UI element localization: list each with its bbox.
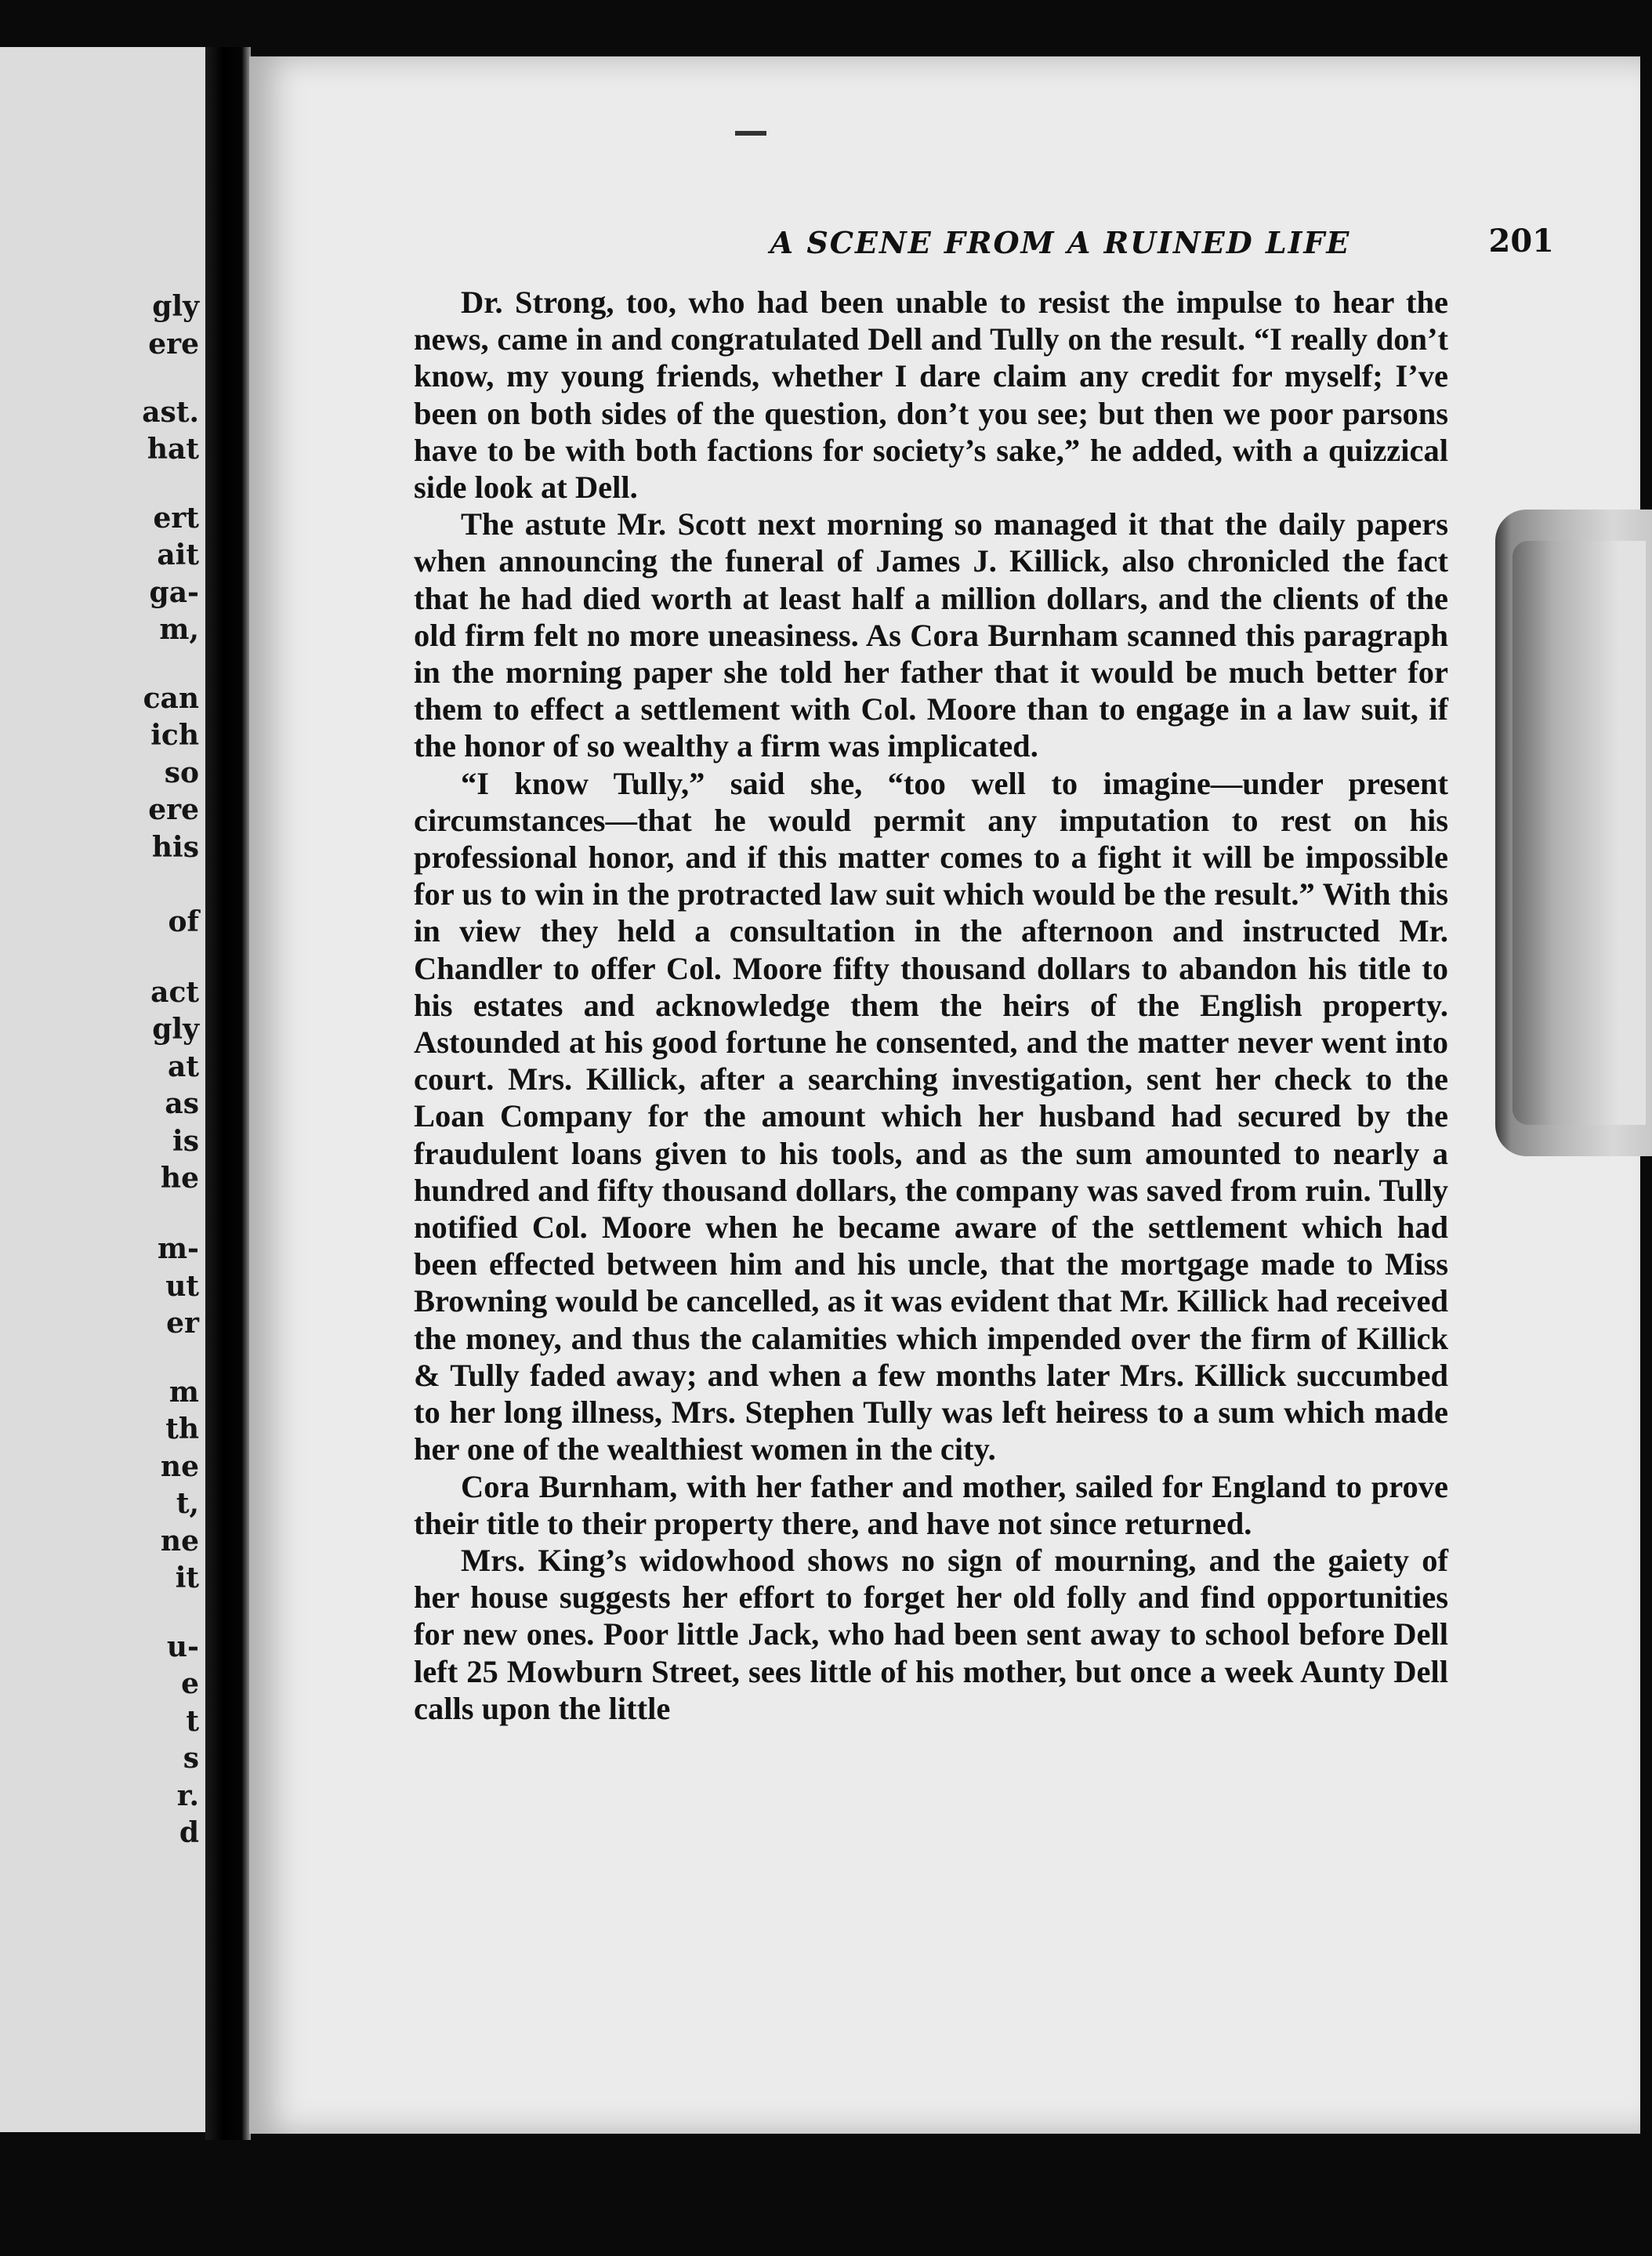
left-page-fragment: er (166, 1307, 199, 1340)
left-page-fragment: th (165, 1413, 199, 1445)
left-page-fragment: ich (150, 719, 199, 752)
left-page-fragment: he (160, 1162, 199, 1195)
left-page-fragment: his (151, 831, 199, 864)
page-number: 201 (1488, 223, 1554, 259)
left-page-fragment: ga- (149, 576, 199, 609)
left-page-fragment: ut (165, 1270, 199, 1303)
left-page-fragment: m, (159, 613, 199, 646)
left-page-fragment: e (181, 1667, 199, 1700)
left-page-fragment: is (172, 1125, 199, 1158)
left-page-fragment: as (165, 1087, 199, 1120)
left-page-fragment: u- (166, 1630, 199, 1663)
left-page-fragment: can (143, 682, 199, 715)
left-page-fragment: m- (157, 1232, 199, 1265)
left-page-fragment: r. (176, 1779, 199, 1812)
paragraph-mr-scott: The astute Mr. Scott next morning so managed it that the daily papers when announcing the funeral of James J. Killick, also chronicled the fact that he had died worth at least half a million dollars, and the clients of the old firm felt no more uneasiness. As Cora Burnham scanned this paragraph in the morning paper she told her father that it would be much better for them to effect a settlement with Col. Moore than to engage in a law suit, if the honor of so wealthy a firm was implicated. (414, 506, 1448, 764)
left-page-text-fragments (0, 47, 210, 2132)
left-page-fragment: so (164, 756, 199, 789)
left-page-fragment: ere (148, 328, 199, 361)
paragraph-i-know-tully: “I know Tully,” said she, “too well to imagine—under present circumstances—that he would permit any imputation to rest on his professional honor, and if this matter comes to a fight it will be impossible for us to win in the protracted law suit which would be the result.” With this in view they held a consultation in the afternoon and instructed Mr. Chandler to offer Col. Moore fifty thousand dollars to abandon his title to his estates and acknowledge them the heirs of the English property. Astounded at his good fortune he consented, and the matter never went into court. Mrs. Killick, after a searching investigation, sent her check to the Loan Company for the amount which her husband had secured by the fraudulent loans given to his tools, and as the sum amounted to nearly a hundred and fifty thousand dollars, the company was saved from ruin. Tully notified Col. Moore when he became aware of the settlement which had been effected between him and his uncle, that the mortgage made to Miss Browning would be cancelled, as it was evident that Mr. Killick had received the money, and thus the calamities which impended over the firm of Killick & Tully faded away; and when a few months later Mrs. Killick succumbed to her long illness, Mrs. Stephen Tully was left heiress to a sum which made her one of the wealthiest women in the city. (414, 765, 1448, 1467)
left-page-fragment: t, (176, 1487, 199, 1520)
left-page-fragment: it (175, 1561, 199, 1594)
paragraph-cora-burnham: Cora Burnham, with her father and mother, sailed for England to prove their title to their property there, and have not since returned. (414, 1468, 1448, 1541)
left-page-fragment: ere (148, 793, 199, 826)
paragraph-dr-strong: Dr. Strong, too, who had been unable to resist the impulse to hear the news, came in and congratulated Dell and Tully on the result. “I really don’t know, my young friends, whether I dare claim any credit for myself; I’ve been on both sides of the question, don’t you see; but then we poor parsons have to be with both factions for society’s sake,” he added, with a quizzical side look at Dell. (414, 285, 1448, 506)
left-page-fragment: m (168, 1376, 199, 1409)
left-page-fragment: gly (152, 1013, 199, 1046)
left-page-fragment: ait (157, 539, 199, 571)
left-page-fragment: hat (147, 433, 199, 466)
left-page-fragment: ne (160, 1450, 199, 1483)
left-page-fragment: ast. (142, 396, 199, 429)
left-page-fragment: s (183, 1742, 199, 1775)
left-page-fragment: act (150, 976, 199, 1009)
left-page-fragment: at (168, 1050, 199, 1083)
left-facing-page (0, 47, 210, 2132)
paragraph-mrs-king: Mrs. King’s widowhood shows no sign of mourning, and the gaiety of her house suggests her effort to forget her old folly and find opportunities for new ones. Poor little Jack, who had been sent away to school before Dell left 25 Mowburn Street, sees little of his mother, but once a week Aunty Dell calls upon the little (414, 1542, 1448, 1726)
left-page-fragment: of (168, 905, 199, 938)
left-page-fragment: t (186, 1705, 199, 1738)
left-page-fragment: ne (160, 1525, 199, 1558)
left-page-fragment: ert (153, 502, 199, 535)
page-edge-tab (1495, 510, 1652, 1156)
printer-mark (735, 131, 766, 136)
running-head: A SCENE FROM A RUINED LIFE (770, 225, 1351, 260)
left-page-fragment: gly (152, 290, 199, 323)
right-page (249, 56, 1640, 2134)
left-page-fragment: d (179, 1816, 199, 1849)
page-edge-tab-inner (1513, 541, 1646, 1125)
book-gutter (205, 47, 251, 2140)
body-text (414, 284, 1448, 1727)
